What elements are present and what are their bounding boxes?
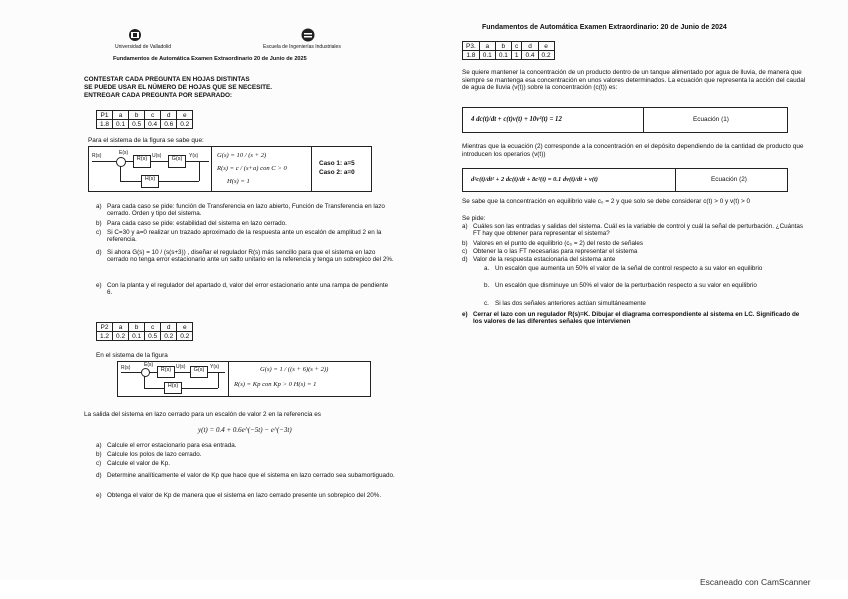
p1-line [157, 181, 199, 182]
p1-system-box [88, 146, 372, 192]
p1-line [185, 161, 209, 162]
p3-eq-divider [643, 108, 644, 132]
p1-header-cell: e [177, 111, 193, 120]
p2-value-cell: 0.2 [161, 332, 177, 341]
p3-mid-text: Mientras que la ecuación (2) corresponde a la concentración en el depósito dependiendo de la cantidad de producto que introducen los operarios (v(t)) [462, 143, 804, 158]
question-label: a) [96, 203, 102, 210]
p1-header-cell: a [113, 111, 129, 120]
p3-value-cell: 0.2 [538, 51, 554, 60]
p3-value-cell: 1.8 [463, 51, 480, 60]
p2-header-cell: P2 [97, 323, 113, 332]
p1-value-cell: 0.1 [113, 120, 129, 129]
p2-header-cell: d [161, 323, 177, 332]
p1-line [150, 161, 168, 162]
question-label: c) [462, 248, 468, 255]
left-exam-page [0, 0, 424, 580]
p1-eq-r: R(s) = c / (s+a) con C > 0 [217, 165, 287, 172]
p3-value-cell: 0.1 [495, 51, 511, 60]
subquestion-text: Un escalón que aumenta un 50% el valor de la señal de control respecto a su valor en equilibrio [495, 265, 763, 272]
p3-value-cell: 0.4 [522, 51, 538, 60]
p3-header-cell: c [511, 42, 522, 51]
p1-case-1: Caso 1: a=5 [319, 160, 355, 167]
question-text: Obtenga el valor de Kp de manera que el sistema en lazo cerrado presente un sobrepico del 20%. [107, 492, 382, 499]
p1-header-cell: c [145, 111, 161, 120]
p1-case-2: Caso 2: a=0 [319, 169, 355, 176]
question-label: c) [96, 460, 102, 467]
p1-eq-g: G(s) = 10 / (s + 2) [217, 152, 267, 159]
p1-eq-h: H(s) = 1 [227, 178, 250, 185]
p1-question-e [96, 282, 396, 298]
question-text: Si ahora G(s) = 10 / (s(s+3)) , diseñar el regulador R(s) más sencillo para que el sistema en lazo cerrado no tenga error estacionario ante un salto unitario en la referencia y tenga un sobrepico del 2%. [107, 249, 394, 264]
p2-sensor-block: H(s) [164, 382, 182, 394]
p2-u-label: U(s) [176, 364, 186, 370]
p2-line [149, 372, 157, 373]
p2-system-box [117, 361, 371, 397]
p1-summing-junction [116, 157, 126, 167]
p1-question-a [96, 203, 396, 219]
question-label: a) [462, 223, 468, 230]
p2-value-cell: 0.1 [129, 332, 145, 341]
p1-value-cell: 0.6 [161, 120, 177, 129]
p3-score-table [462, 41, 555, 60]
p2-line [218, 372, 219, 388]
university-name: Universidad de Valladolid [115, 44, 172, 50]
p2-question-b [96, 451, 396, 459]
p2-intro: En el sistema de la figura [96, 352, 168, 359]
p3-question-e [462, 311, 806, 327]
p2-line [121, 372, 141, 373]
p1-value-cell: 0.4 [145, 120, 161, 129]
p3-header-cell: a [479, 42, 495, 51]
question-label: b) [96, 451, 102, 458]
p3-question-c [462, 248, 806, 256]
question-text: Calcule el valor de Kp. [107, 460, 171, 467]
p2-value-cell: 0.5 [145, 332, 161, 341]
p2-statement: La salida del sistema en lazo cerrado para un escalón de valor 2 en la referencia es [84, 411, 321, 418]
p1-err-label: E(s) [119, 150, 129, 156]
p1-out-label: Y(s) [189, 153, 199, 159]
p3-subquestion-a [484, 265, 806, 281]
question-text: Para cada caso se pide: función de Transferencia en lazo abierto, Función de Transferencia en lazo cerrado. Orden y tipo del sistema. [107, 203, 385, 218]
question-text: Valor de la respuesta estacionaria del sistema ante [473, 256, 616, 263]
left-subheader: Fundamentos de Automática Examen Extraordinario 20 de Junio de 2025 [113, 56, 307, 62]
p3-question-b [462, 240, 806, 248]
question-text: Para cada caso se pide: estabilidad del sistema en lazo cerrado. [107, 220, 287, 227]
p2-score-table [96, 322, 193, 341]
p2-value-cell: 1.2 [97, 332, 113, 341]
p2-question-c [96, 460, 396, 468]
p3-equation-1-label: Ecuación (1) [693, 116, 729, 123]
p1-plant-block: G(s) [168, 155, 186, 168]
p1-question-c [96, 229, 396, 245]
p1-sensor-block: H(s) [141, 175, 159, 188]
p3-subquestion-b [484, 282, 806, 298]
p2-header-cell: e [177, 323, 193, 332]
p1-ref-label: R(s) [92, 153, 102, 159]
question-label: b) [96, 220, 102, 227]
p1-value-cell: 0.2 [177, 120, 193, 129]
p3-value-cell: 1 [511, 51, 522, 60]
p3-question-a [462, 223, 806, 239]
question-text: Valores en el punto de equilibrio (c₀ = 2) del resto de señales [473, 240, 643, 247]
p3-header-cell: e [538, 42, 554, 51]
p2-response: y(t) = 0.4 + 0.6e^(−5t) − e^(−3t) [198, 426, 292, 434]
p1-regulator-block: R(s) [133, 155, 151, 168]
p1-u-label: U(s) [152, 153, 162, 159]
p1-score-table [96, 110, 193, 129]
p2-header-cell: b [129, 323, 145, 332]
p2-header-cell: a [113, 323, 129, 332]
p1-header-cell: P1 [97, 111, 113, 120]
p2-header-cell: c [145, 323, 161, 332]
p3-question-d [462, 256, 806, 264]
school-logo [301, 28, 315, 42]
p2-question-d [96, 472, 396, 488]
p2-err-label: E(s) [144, 362, 154, 368]
p2-line [180, 388, 218, 389]
subquestion-text: Si las dos señales anteriores actúan simultáneamente [495, 300, 646, 307]
p3-value-cell: 0.1 [479, 51, 495, 60]
p3-equation-2: d²c(t)/dt² + 2 dc(t)/dt + 8c²(t) = 0.1 dv(t)/dt + v(t) [471, 176, 598, 183]
p1-divider [311, 147, 312, 191]
p2-regulator-block: R(s) [157, 366, 175, 378]
p2-eq-g: G(s) = 1 / ((s + 6)(s + 2)) [260, 366, 329, 373]
question-label: e) [96, 492, 102, 499]
question-label: d) [96, 249, 102, 256]
p1-question-d [96, 249, 396, 279]
p1-intro: Para el sistema de la figura se sabe que: [88, 137, 204, 144]
p3-header-cell: b [495, 42, 511, 51]
p2-line [174, 372, 190, 373]
question-text: Con la planta y el regulador del apartado d, valor del error estacionario ante una rampa de pendiente 6. [107, 282, 389, 297]
p3-asks: Se pide: [462, 215, 486, 222]
p2-question-a [96, 442, 396, 450]
subquestion-label: a. [484, 265, 490, 272]
question-text: Cerrar el lazo con un regulador R(s)=K. Dibujar el diagrama correspondiente al sistema en LC. Significado de los valores de las diferentes señales que intervienen [473, 311, 800, 326]
p1-header-cell: d [161, 111, 177, 120]
p1-header-cell: b [129, 111, 145, 120]
question-label: d) [96, 472, 102, 479]
right-header: Fundamentos de Automática Examen Extraordinario: 20 de Junio de 2024 [482, 24, 727, 31]
p2-question-e [96, 492, 396, 508]
instruction-3: ENTREGAR CADA PREGUNTA POR SEPARADO: [84, 92, 233, 99]
p3-intro: Se quiere mantener la concentración de un producto dentro de un tanque alimentado por agua de lluvia, de manera que siempre se mantenga esa concentración en unos valores determinados. La ecuación que representa la acción del caudal de agua de lluvia (v(t)) sobre la concentración (c(t)) es: [462, 69, 806, 92]
p2-value-cell: 0.2 [113, 332, 129, 341]
p1-value-cell: 1.8 [97, 120, 113, 129]
p1-line [120, 166, 121, 181]
p3-header-cell: d [522, 42, 538, 51]
question-text: Calcule el error estacionario para esa entrada. [107, 442, 237, 449]
p3-equation-1-box [462, 107, 788, 133]
right-exam-page [424, 0, 848, 580]
p2-value-cell: 0.2 [177, 332, 193, 341]
p2-line [144, 388, 164, 389]
p1-line [125, 161, 133, 162]
subquestion-text: Un escalón que disminuye un 50% el valor de la perturbación respecto a su valor en equilibrio [495, 282, 757, 289]
p3-equation-1: 4 dc(t)/dt + c(t)v(t) + 10v²(t) = 12 [471, 116, 562, 123]
p3-header-cell: P3. [463, 42, 480, 51]
p1-question-b [96, 220, 396, 228]
p2-plant-block: G(s) [190, 366, 208, 378]
p1-line [92, 161, 116, 162]
p2-eq-r: R(s) = Kp con Kp > 0 H(s) = 1 [234, 381, 317, 388]
university-logo [122, 28, 148, 42]
question-text: Si C=30 y a=0 realizar un trazado aproximado de la respuesta ante un escalón de amplitud 2 en la referencia. [107, 229, 382, 244]
p2-ref-label: R(s) [121, 365, 131, 371]
p2-line [207, 372, 225, 373]
subquestion-label: b. [484, 282, 490, 289]
instruction-1: CONTESTAR CADA PREGUNTA EN HOJAS DISTINTAS [84, 76, 250, 83]
question-text: Cuáles son las entradas y salidas del sistema. Cuál es la variable de control y cuál la señal de perturbación. ¿Cuántas FT hay que obtener para representar el sistema? [473, 223, 804, 238]
p2-out-label: Y(s) [210, 364, 220, 370]
question-label: e) [96, 282, 102, 289]
question-text: Calcule los polos de lazo cerrado. [107, 451, 202, 458]
question-label: d) [462, 256, 468, 263]
p2-divider [228, 362, 229, 396]
instruction-2: SE PUEDE USAR EL NÚMERO DE HOJAS QUE SE NECESITE. [84, 84, 273, 91]
question-text: Obtener la o las FT necesarias para representar el sistema [473, 248, 638, 255]
question-label: a) [96, 442, 102, 449]
p3-equilibrium: Se sabe que la concentración en equilibrio vale c₀ = 2 y que solo se debe considerar c(t) > 0 y v(t) > 0 [462, 198, 751, 205]
p3-equation-2-box [462, 168, 788, 192]
p2-line [144, 376, 145, 388]
school-name: Escuela de Ingenierías Industriales [263, 44, 341, 50]
p3-eq-divider [675, 169, 676, 191]
p1-value-cell: 0.5 [129, 120, 145, 129]
question-label: b) [462, 240, 468, 247]
p1-divider [211, 147, 212, 191]
question-text: Determine analíticamente el valor de Kp que hace que el sistema en lazo cerrado sea subamortiguado. [107, 472, 395, 479]
question-label: c) [96, 229, 102, 236]
camscanner-watermark: Escaneado con CamScanner [700, 577, 811, 587]
p1-line [199, 161, 200, 181]
p3-equation-2-label: Ecuación (2) [711, 176, 747, 183]
p3-subquestion-c [484, 300, 806, 308]
p1-line [120, 181, 141, 182]
subquestion-label: c. [484, 300, 489, 307]
question-label: e) [462, 311, 468, 318]
